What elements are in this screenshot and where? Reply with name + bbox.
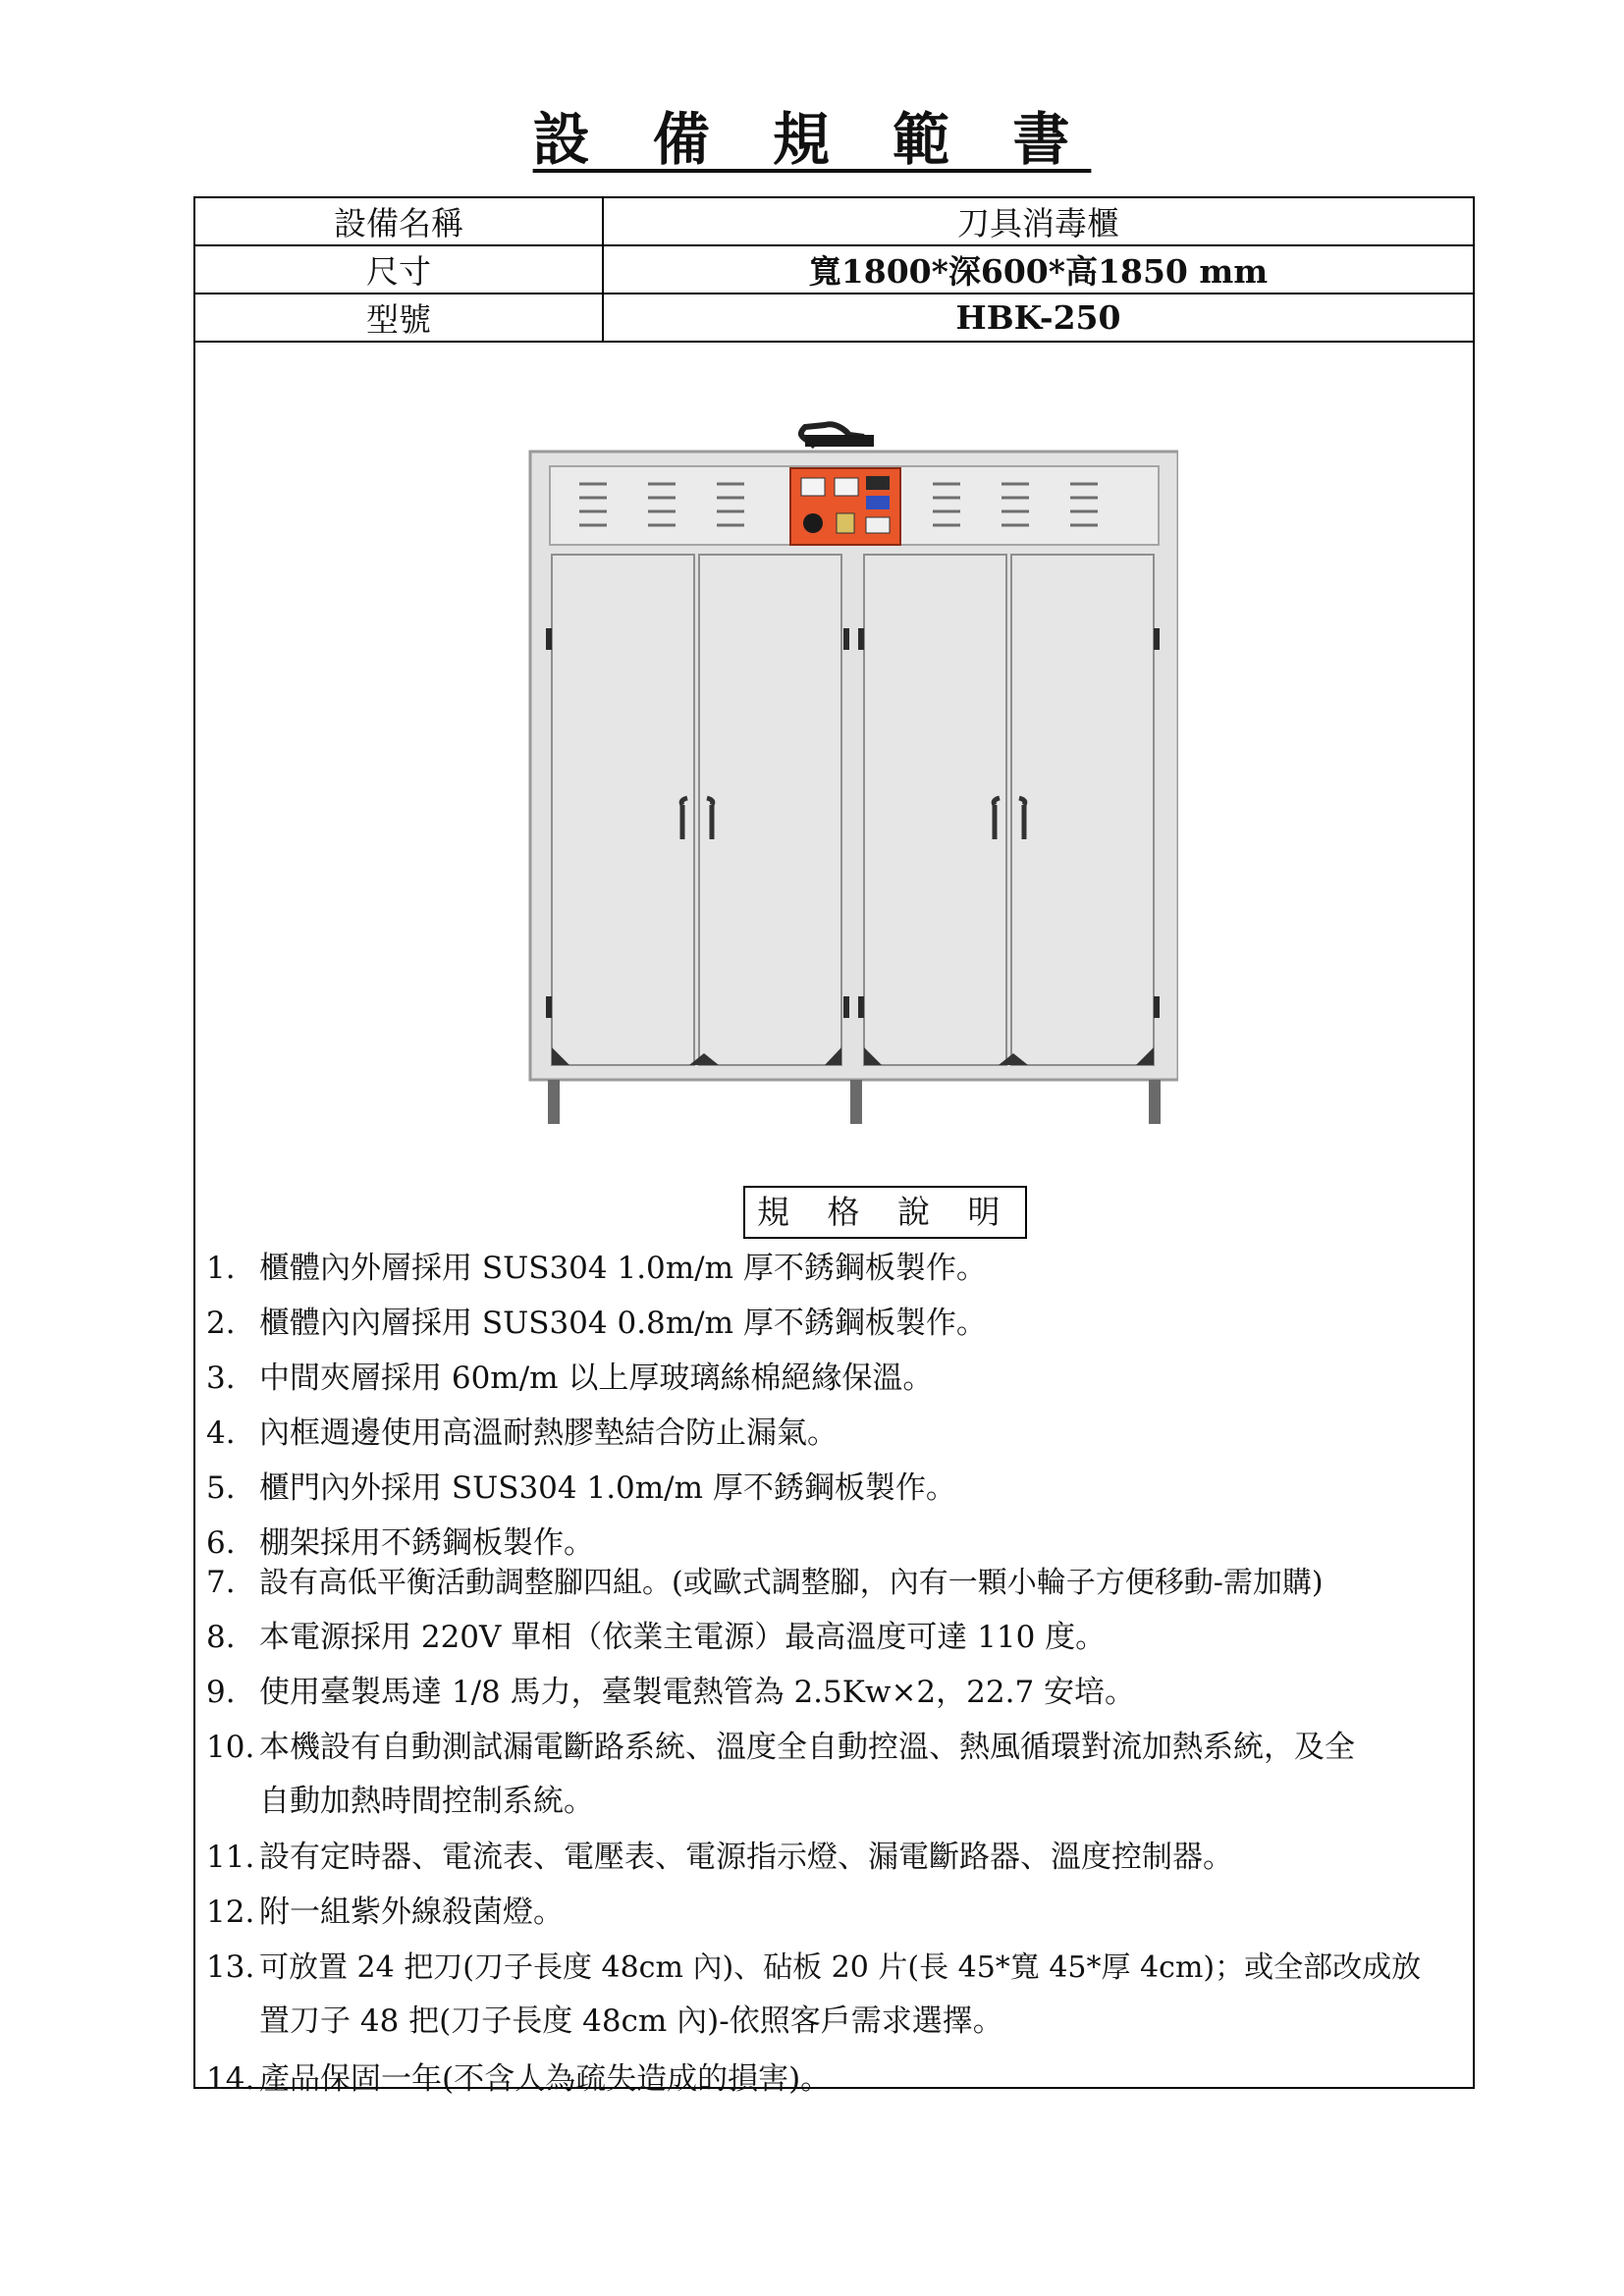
item-number: 1. — [206, 1251, 236, 1286]
item-number: 5. — [206, 1470, 236, 1506]
item-number: 6. — [206, 1525, 236, 1561]
document-title: 設 備 規 範 書 — [532, 106, 1092, 173]
item-text: 櫃體內外層採用 SUS304 1.0m/m 厚不銹鋼板製作。 — [259, 1251, 987, 1286]
list-item — [206, 1352, 1463, 1406]
model-value: HBK-250 — [603, 294, 1474, 342]
list-item — [206, 1407, 1463, 1461]
item-number: 3. — [206, 1361, 236, 1396]
item-text: 棚架採用不銹鋼板製作。 — [259, 1525, 594, 1561]
item-number: 11. — [206, 1840, 255, 1875]
list-item — [206, 1721, 1463, 1829]
dimensions-value: 寬1800*深600*高1850 mm — [603, 245, 1474, 294]
item-number: 13. — [206, 1949, 255, 1985]
item-number: 12. — [206, 1895, 255, 1930]
item-number: 7. — [206, 1565, 236, 1600]
item-number: 8. — [206, 1620, 236, 1655]
item-text: 附一組紫外線殺菌燈。 — [259, 1895, 564, 1930]
table-row — [194, 245, 1474, 294]
item-text-continued: 置刀子 48 把(刀子長度 48cm 內)-依照客戶需求選擇。 — [259, 2003, 1003, 2039]
item-text: 中間夾層採用 60m/m 以上厚玻璃絲棉絕緣保溫。 — [259, 1361, 934, 1396]
list-item — [206, 1242, 1463, 1296]
item-number: 14. — [206, 2061, 255, 2097]
item-number: 2. — [206, 1306, 236, 1341]
table-row — [194, 197, 1474, 245]
item-text: 設有定時器、電流表、電壓表、電源指示燈、漏電斷路器、溫度控制器。 — [259, 1840, 1233, 1875]
item-text: 本機設有自動測試漏電斷路系統、溫度全自動控溫、熱風循環對流加熱系統，及全 — [259, 1730, 1355, 1765]
table-row — [194, 294, 1474, 342]
list-item — [206, 1666, 1463, 1720]
item-text: 內框週邊使用高溫耐熱膠墊結合防止漏氣。 — [259, 1415, 838, 1451]
item-text-continued: 自動加熱時間控制系統。 — [259, 1784, 594, 1819]
item-text: 使用臺製馬達 1/8 馬力，臺製電熱管為 2.5Kw×2，22.7 安培。 — [259, 1675, 1136, 1710]
item-number: 4. — [206, 1415, 236, 1451]
dimensions-label: 尺寸 — [194, 245, 603, 294]
list-item — [206, 1886, 1463, 1940]
list-item — [206, 1297, 1463, 1351]
section-heading: 規 格 說 明 — [743, 1186, 1027, 1239]
model-label: 型號 — [194, 294, 603, 342]
item-text: 設有高低平衡活動調整腳四組。(或歐式調整腳，內有一顆小輪子方便移動-需加購) — [259, 1566, 1324, 1600]
item-text: 產品保固一年(不含人為疏失造成的損害)。 — [259, 2061, 832, 2097]
item-number: 9. — [206, 1675, 236, 1710]
list-item — [206, 1611, 1463, 1665]
spec-table — [193, 196, 1475, 343]
cabinet-photo — [511, 407, 1178, 1129]
equipment-name-label: 設備名稱 — [194, 197, 603, 245]
list-item — [206, 1556, 1463, 1610]
list-item — [206, 1462, 1463, 1516]
list-item — [206, 2053, 1463, 2107]
item-text: 本電源採用 220V 單相（依業主電源）最高溫度可達 110 度。 — [259, 1620, 1107, 1655]
item-text: 可放置 24 把刀(刀子長度 48cm 內)、砧板 20 片(長 45*寬 45*厚 4cm)；或全部改成放 — [259, 1950, 1422, 1985]
item-text: 櫃體內內層採用 SUS304 0.8m/m 厚不銹鋼板製作。 — [259, 1306, 987, 1341]
item-number: 10. — [206, 1730, 255, 1765]
list-item — [206, 1831, 1463, 1885]
item-text: 櫃門內外採用 SUS304 1.0m/m 厚不銹鋼板製作。 — [259, 1470, 956, 1506]
equipment-name-value: 刀具消毒櫃 — [603, 197, 1474, 245]
list-item — [206, 1941, 1463, 2049]
